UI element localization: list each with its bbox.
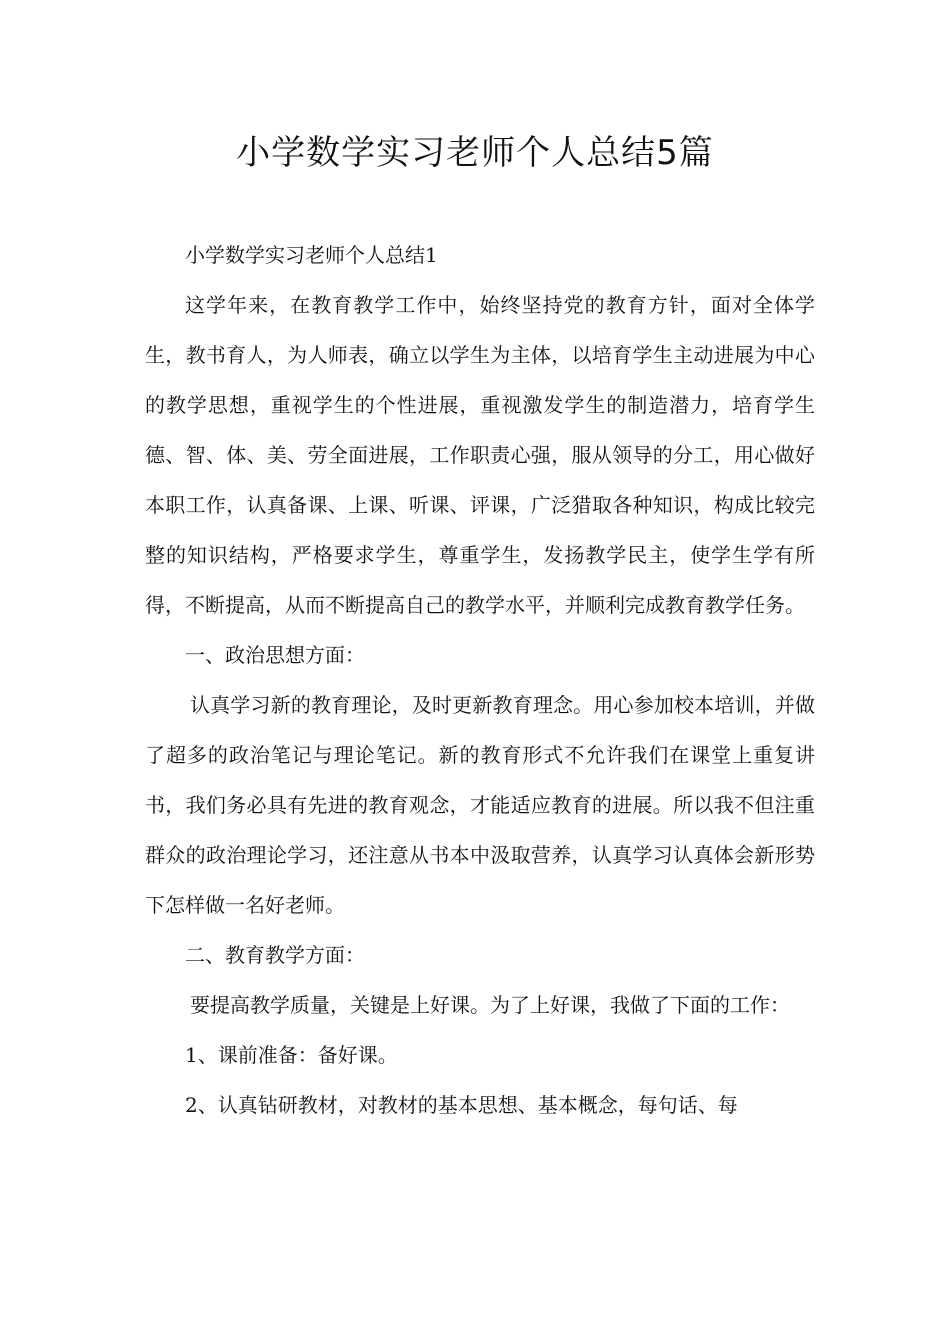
paragraph-politics: 认真学习新的教育理论，及时更新教育理念。用心参加校本培训，并做了超多的政治笔记与理论笔记。新的教育形式不允许我们在课堂上重复讲书，我们务必具有先进的教育观念，才能适应教育的进展。所以我不但注重群众的政治理论学习，还注意从书本中汲取营养，认真学习认真体会新形势下怎样做一名好老师。 [145,693,815,917]
document-title: 小学数学实习老师个人总结5篇 [236,133,714,173]
list-item-2: 2、认真钻研教材，对教材的基本思想、基本概念，每句话、每 [185,1093,738,1117]
paragraph-intro: 这学年来，在教育教学工作中，始终坚持党的教育方针，面对全体学生，教书育人，为人师表，确立以学生为主体，以培育学生主动进展为中心的教学思想，重视学生的个性进展，重视激发学生的制造潜力，培育学生德、智、体、美、劳全面进展，工作职责心强，服从领导的分工，用心做好本职工作，认真备课、上课、听课、评课，广泛猎取各种知识，构成比较完整的知识结构，严格要求学生，尊重学生，发扬教学民主，使学生学有所得，不断提高，从而不断提高自己的教学水平，并顺利完成教育教学任务。 [145,293,815,617]
section-heading-summary-1: 小学数学实习老师个人总结1 [185,243,438,267]
section-heading-politics: 一、政治思想方面： [185,643,365,667]
paragraph-teaching: 要提高教学质量，关键是上好课。为了上好课，我做了下面的工作： [190,993,790,1017]
document-body [145,230,815,1130]
section-heading-teaching: 二、教育教学方面： [185,943,365,967]
list-item-1: 1、课前准备：备好课。 [185,1043,398,1067]
